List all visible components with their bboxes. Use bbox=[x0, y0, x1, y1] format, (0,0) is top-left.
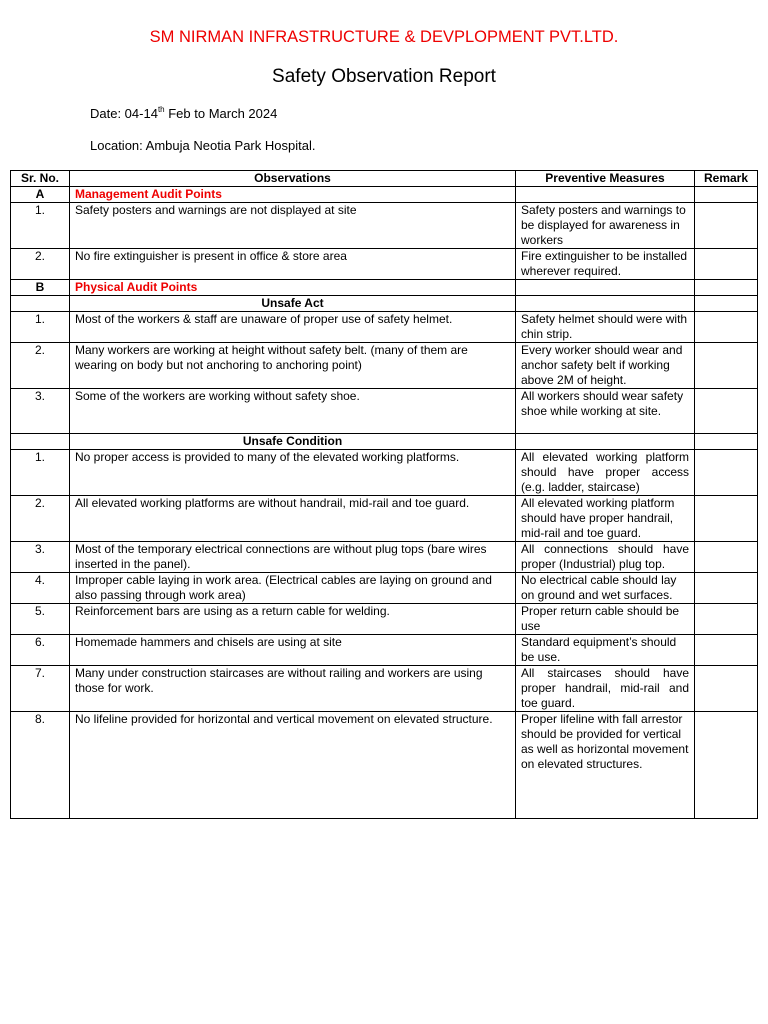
report-date bbox=[90, 106, 277, 121]
row-remark bbox=[695, 712, 758, 819]
date-superscript: th bbox=[157, 105, 165, 114]
row-remark bbox=[695, 450, 758, 496]
unsafe-condition-heading: Unsafe Condition bbox=[70, 434, 516, 450]
row-observation: Many under construction staircases are without railing and workers are using those for work. bbox=[70, 666, 516, 712]
row-observation: Improper cable laying in work area. (Electrical cables are laying on ground and also passing through work area) bbox=[70, 573, 516, 604]
row-preventive: Standard equipment’s should be use. bbox=[516, 635, 695, 666]
section-sr: B bbox=[11, 280, 70, 296]
observation-table bbox=[10, 170, 758, 819]
row-sr: 1. bbox=[11, 312, 70, 343]
table-row bbox=[11, 604, 758, 635]
row-remark bbox=[695, 666, 758, 712]
section-sr: A bbox=[11, 187, 70, 203]
row-sr: 3. bbox=[11, 542, 70, 573]
row-preventive: Fire extinguisher to be installed wherever required. bbox=[516, 249, 695, 280]
row-remark bbox=[695, 249, 758, 280]
row-preventive: No electrical cable should lay on ground and wet surfaces. bbox=[516, 573, 695, 604]
row-remark bbox=[695, 389, 758, 434]
row-remark bbox=[695, 343, 758, 389]
date-prefix: Date: 04-14 bbox=[90, 106, 158, 121]
row-preventive: Safety posters and warnings to be displayed for awareness in workers bbox=[516, 203, 695, 249]
header-remark: Remark bbox=[695, 171, 758, 187]
table-row bbox=[11, 573, 758, 604]
row-observation: Homemade hammers and chisels are using at site bbox=[70, 635, 516, 666]
row-preventive: Every worker should wear and anchor safety belt if working above 2M of height. bbox=[516, 343, 695, 389]
table-row bbox=[11, 203, 758, 249]
row-sr: 2. bbox=[11, 343, 70, 389]
row-sr: 7. bbox=[11, 666, 70, 712]
table-row bbox=[11, 666, 758, 712]
row-sr: 2. bbox=[11, 496, 70, 542]
row-sr: 8. bbox=[11, 712, 70, 819]
row-observation: Most of the temporary electrical connections are without plug tops (bare wires inserted in the panel). bbox=[70, 542, 516, 573]
table-row bbox=[11, 712, 758, 819]
date-suffix: Feb to March 2024 bbox=[164, 106, 278, 121]
subheading-row bbox=[11, 296, 758, 312]
header-sr-no: Sr. No. bbox=[11, 171, 70, 187]
row-remark bbox=[695, 604, 758, 635]
row-preventive: All workers should wear safety shoe while working at site. bbox=[516, 389, 695, 434]
row-preventive: All elevated working platform should have proper handrail, mid-rail and toe guard. bbox=[516, 496, 695, 542]
subheading-row bbox=[11, 434, 758, 450]
table-row bbox=[11, 312, 758, 343]
row-remark bbox=[695, 312, 758, 343]
table-row bbox=[11, 450, 758, 496]
company-name: SM NIRMAN INFRASTRUCTURE & DEVPLOPMENT PVT.LTD. bbox=[149, 28, 619, 46]
row-sr: 1. bbox=[11, 203, 70, 249]
row-observation: No lifeline provided for horizontal and vertical movement on elevated structure. bbox=[70, 712, 516, 819]
table-row bbox=[11, 343, 758, 389]
row-remark bbox=[695, 573, 758, 604]
row-preventive: All staircases should have proper handrail, mid-rail and toe guard. bbox=[516, 666, 695, 712]
section-row-b bbox=[11, 280, 758, 296]
header-preventive-measures: Preventive Measures bbox=[516, 171, 695, 187]
row-sr: 6. bbox=[11, 635, 70, 666]
row-observation: Many workers are working at height without safety belt. (many of them are wearing on body but not anchoring to anchoring point) bbox=[70, 343, 516, 389]
row-preventive: Safety helmet should were with chin strip. bbox=[516, 312, 695, 343]
row-sr: 4. bbox=[11, 573, 70, 604]
table-row bbox=[11, 496, 758, 542]
row-sr: 2. bbox=[11, 249, 70, 280]
row-observation: No proper access is provided to many of the elevated working platforms. bbox=[70, 450, 516, 496]
table-row bbox=[11, 542, 758, 573]
row-observation: All elevated working platforms are without handrail, mid-rail and toe guard. bbox=[70, 496, 516, 542]
table-row bbox=[11, 389, 758, 434]
row-observation: No fire extinguisher is present in office & store area bbox=[70, 249, 516, 280]
row-remark bbox=[695, 635, 758, 666]
row-observation: Some of the workers are working without safety shoe. bbox=[70, 389, 516, 434]
row-sr: 3. bbox=[11, 389, 70, 434]
row-preventive: All elevated working platform should have proper access (e.g. ladder, staircase) bbox=[516, 450, 695, 496]
row-sr: 1. bbox=[11, 450, 70, 496]
table-row bbox=[11, 249, 758, 280]
row-observation: Reinforcement bars are using as a return cable for welding. bbox=[70, 604, 516, 635]
row-preventive: Proper return cable should be use bbox=[516, 604, 695, 635]
table-row bbox=[11, 635, 758, 666]
report-location: Location: Ambuja Neotia Park Hospital. bbox=[90, 138, 316, 153]
section-row-a bbox=[11, 187, 758, 203]
row-remark bbox=[695, 203, 758, 249]
row-preventive: Proper lifeline with fall arrestor should be provided for vertical as well as horizontal movement on elevated structures. bbox=[516, 712, 695, 819]
header-observations: Observations bbox=[70, 171, 516, 187]
unsafe-act-heading: Unsafe Act bbox=[70, 296, 516, 312]
section-label: Management Audit Points bbox=[70, 187, 516, 203]
row-remark bbox=[695, 542, 758, 573]
report-title: Safety Observation Report bbox=[272, 66, 496, 87]
row-observation: Safety posters and warnings are not displayed at site bbox=[70, 203, 516, 249]
section-label: Physical Audit Points bbox=[70, 280, 516, 296]
row-observation: Most of the workers & staff are unaware of proper use of safety helmet. bbox=[70, 312, 516, 343]
table-header-row bbox=[11, 171, 758, 187]
row-sr: 5. bbox=[11, 604, 70, 635]
row-remark bbox=[695, 496, 758, 542]
row-preventive: All connections should have proper (Industrial) plug top. bbox=[516, 542, 695, 573]
